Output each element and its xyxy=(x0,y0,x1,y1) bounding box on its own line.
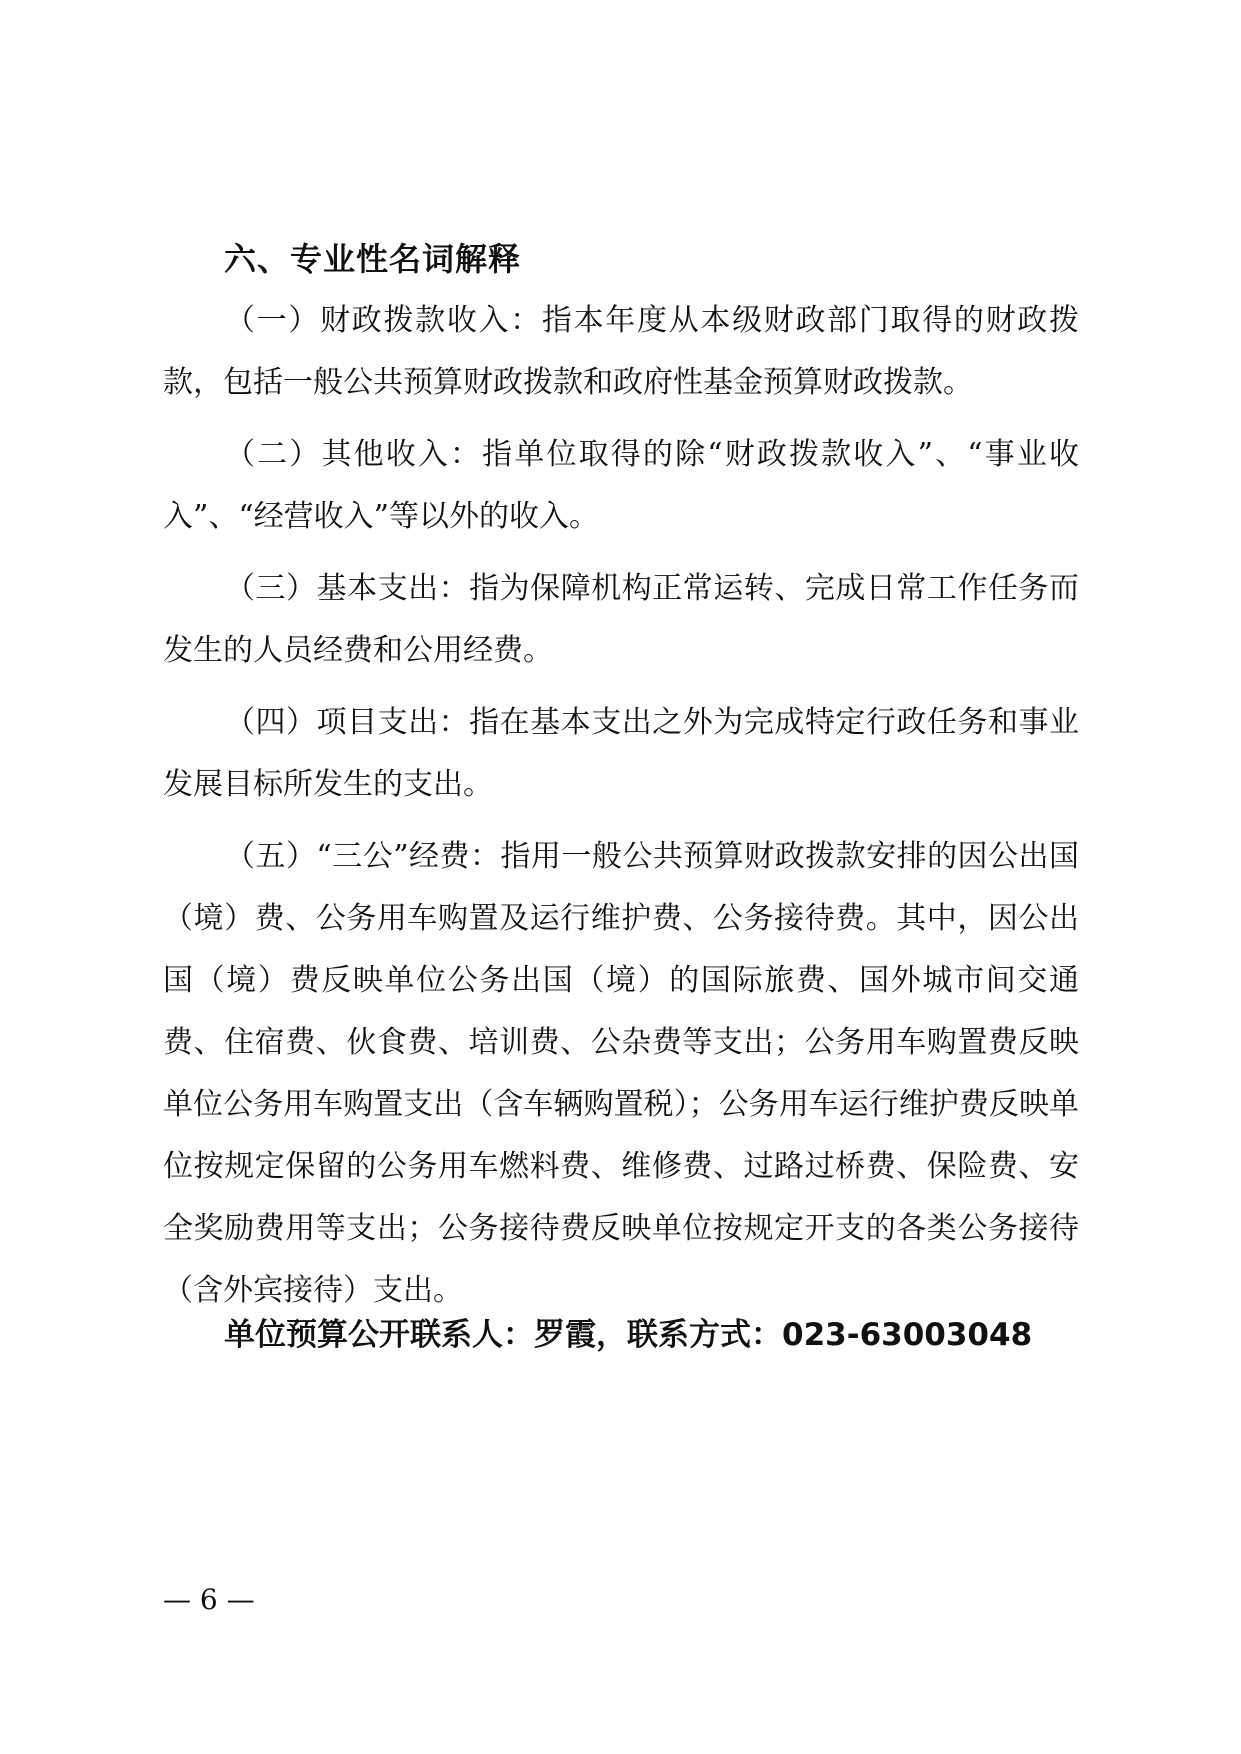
paragraph-three-public-expenses: （五）“三公”经费：指用一般公共预算财政拨款安排的因公出国（境）费、公务用车购置及运行维护费、公务接待费。其中，因公出国（境）费反映单位公务出国（境）的国际旅费、国外城市间交通费、住宿费、伙食费、培训费、公杂费等支出；公务用车购置费反映单位公务用车购置支出（含车辆购置税）；公务用车运行维护费反映单位按规定保留的公务用车燃料费、维修费、过路过桥费、保险费、安全奖励费用等支出；公务接待费反映单位按规定开支的各类公务接待（含外宾接待）支出。 xyxy=(163,839,1079,1308)
page-number: — 6 — xyxy=(163,1583,255,1616)
section-heading: 六、专业性名词解释 xyxy=(224,240,522,278)
paragraph-project-expenditure: （四）项目支出：指在基本支出之外为完成特定行政任务和事业发展目标所发生的支出。 xyxy=(163,705,1079,802)
contact-line: 单位预算公开联系人：罗霞，联系方式：023-63003048 xyxy=(224,1317,1033,1353)
paragraph-other-income: （二）其他收入：指单位取得的除“财政拨款收入”、“事业收入”、“经营收入”等以外的收入。 xyxy=(163,437,1079,534)
paragraph-fiscal-appropriation-income: （一）财政拨款收入：指本年度从本级财政部门取得的财政拨款，包括一般公共预算财政拨款和政府性基金预算财政拨款。 xyxy=(163,303,1079,400)
paragraph-basic-expenditure: （三）基本支出：指为保障机构正常运转、完成日常工作任务而发生的人员经费和公用经费。 xyxy=(163,571,1079,668)
body-text xyxy=(163,290,1079,1332)
